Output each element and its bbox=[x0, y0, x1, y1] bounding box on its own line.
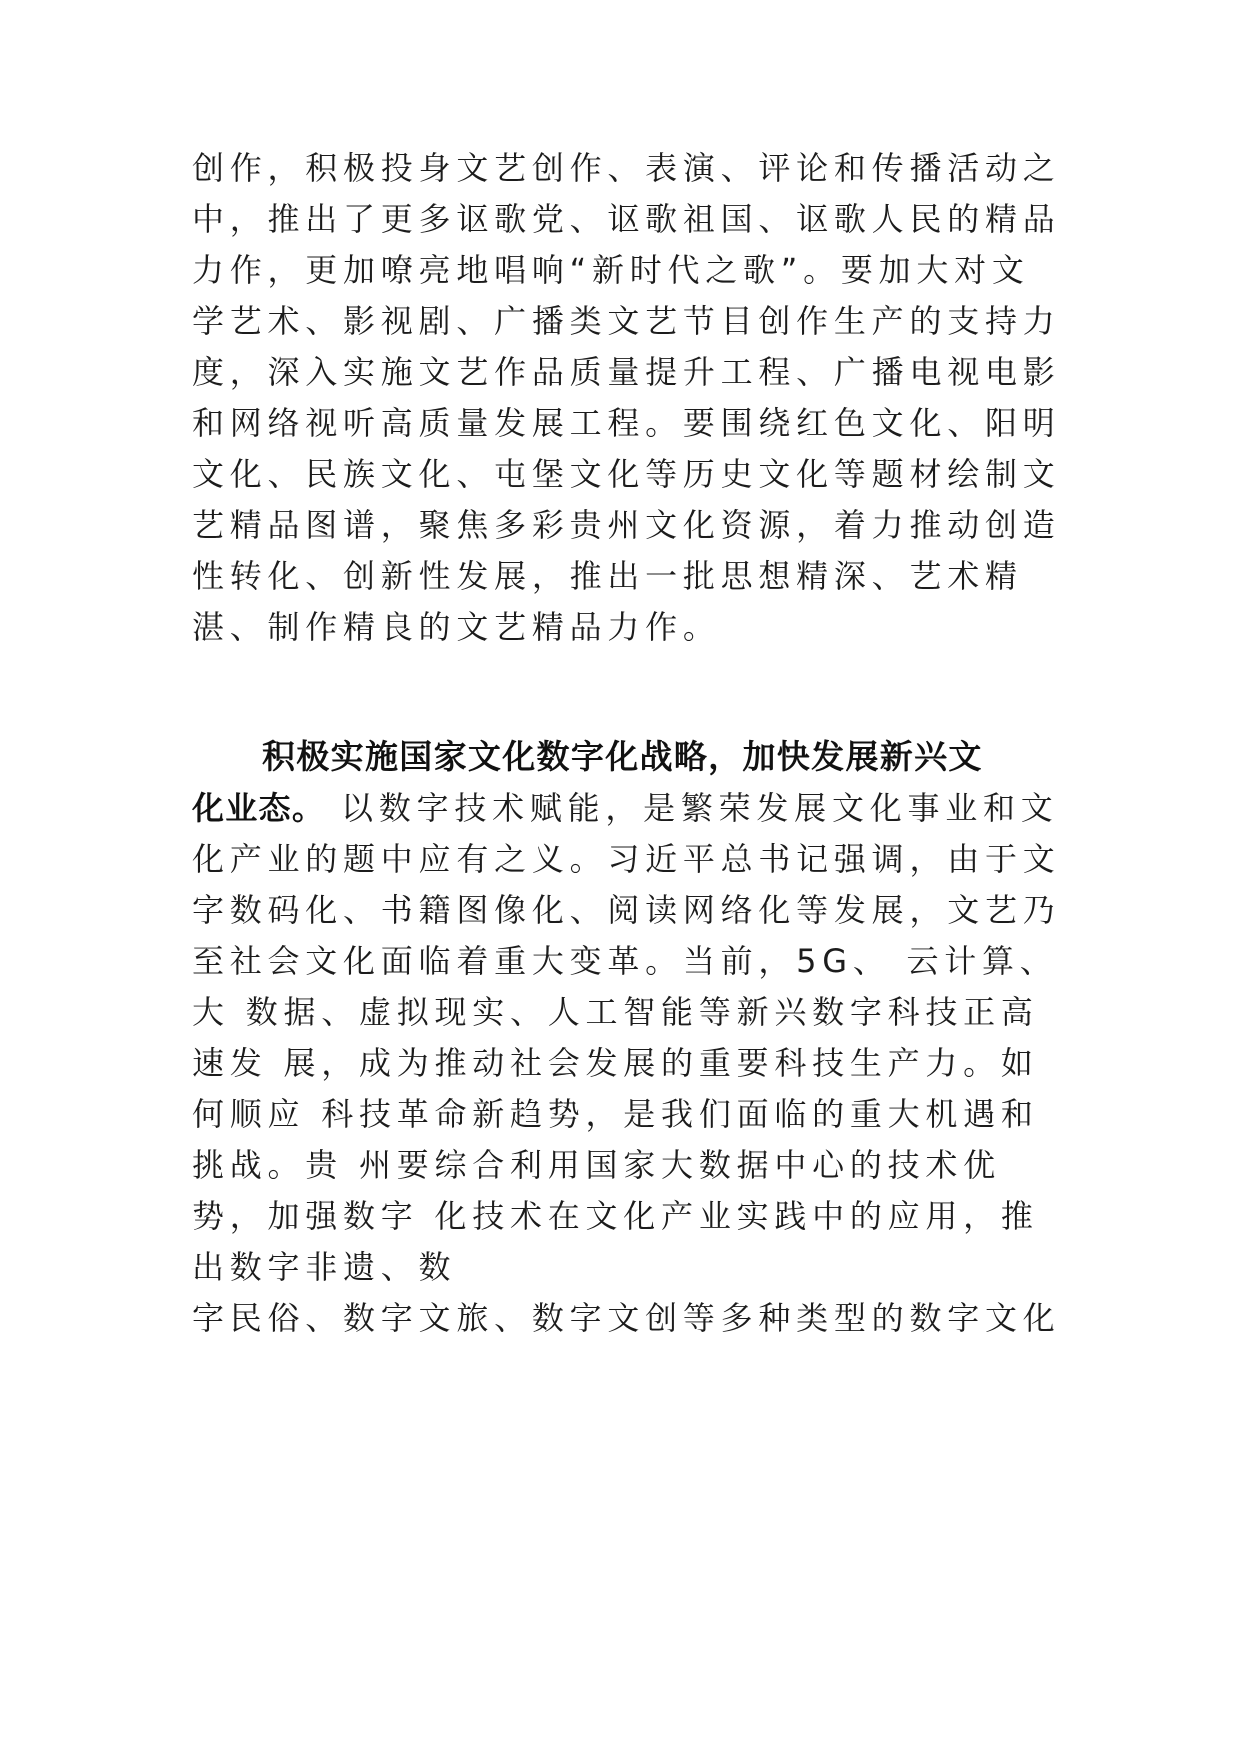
section-heading: 积极实施国家文化数字化战略，加快发展新兴文 bbox=[262, 737, 983, 776]
paragraph-1-line-2: 中，推出了更多讴歌党、讴歌祖国、讴歌人民的精品 bbox=[192, 200, 1061, 238]
paragraph-2-line-1 bbox=[192, 788, 1059, 828]
paragraph-2-line-8: 挑战。贵 州要综合利用国家大数据中心的技术优 bbox=[192, 1146, 1001, 1184]
paragraph-2-line-11: 字民俗、数字文旅、数字文创等多种类型的数字文化 bbox=[192, 1299, 1061, 1337]
paragraph-2-line-9: 势，加强数字 化技术在文化产业实践中的应用，推 bbox=[192, 1197, 1039, 1235]
paragraph-1-line-8: 艺精品图谱，聚焦多彩贵州文化资源，着力推动创造 bbox=[192, 506, 1061, 544]
paragraph-2-line-7: 何顺应 科技革命新趋势，是我们面临的重大机遇和 bbox=[192, 1095, 1039, 1133]
paragraph-2-line-2: 化产业的题中应有之义。习近平总书记强调，由于文 bbox=[192, 840, 1061, 878]
paragraph-1-line-10: 湛、制作精良的文艺精品力作。 bbox=[192, 608, 721, 646]
paragraph-1-line-1: 创作，积极投身文艺创作、表演、评论和传播活动之 bbox=[192, 149, 1061, 187]
paragraph-2-line-5: 大 数据、虚拟现实、人工智能等新兴数字科技正高 bbox=[192, 993, 1039, 1031]
paragraph-2-line-3: 字数码化、书籍图像化、阅读网络化等发展，文艺乃 bbox=[192, 891, 1061, 929]
paragraph-2-line-10: 出数字非遗、数 bbox=[192, 1248, 457, 1286]
paragraph-1-line-7: 文化、民族文化、屯堡文化等历史文化等题材绘制文 bbox=[192, 455, 1061, 493]
paragraph-1-line-5: 度，深入实施文艺作品质量提升工程、广播电视电影 bbox=[192, 353, 1061, 391]
paragraph-1-line-4: 学艺术、影视剧、广播类文艺节目创作生产的支持力 bbox=[192, 302, 1061, 340]
section-heading-continuation: 化业态。 bbox=[192, 789, 326, 827]
paragraph-1-line-6: 和网络视听高质量发展工程。要围绕红色文化、阳明 bbox=[192, 404, 1061, 442]
paragraph-2-line-6: 速发 展，成为推动社会发展的重要科技生产力。如 bbox=[192, 1044, 1039, 1082]
paragraph-2-line-1-text: 以数字技术赋能，是繁荣发展文化事业和文 bbox=[325, 789, 1059, 827]
paragraph-1-line-3: 力作，更加嘹亮地唱响“新时代之歌”。要加大对文 bbox=[192, 251, 1030, 289]
paragraph-2-line-4: 至社会文化面临着重大变革。当前，5G、 云计算、 bbox=[192, 942, 1058, 980]
paragraph-1-line-9: 性转化、创新性发展，推出一批思想精深、艺术精 bbox=[192, 557, 1023, 595]
